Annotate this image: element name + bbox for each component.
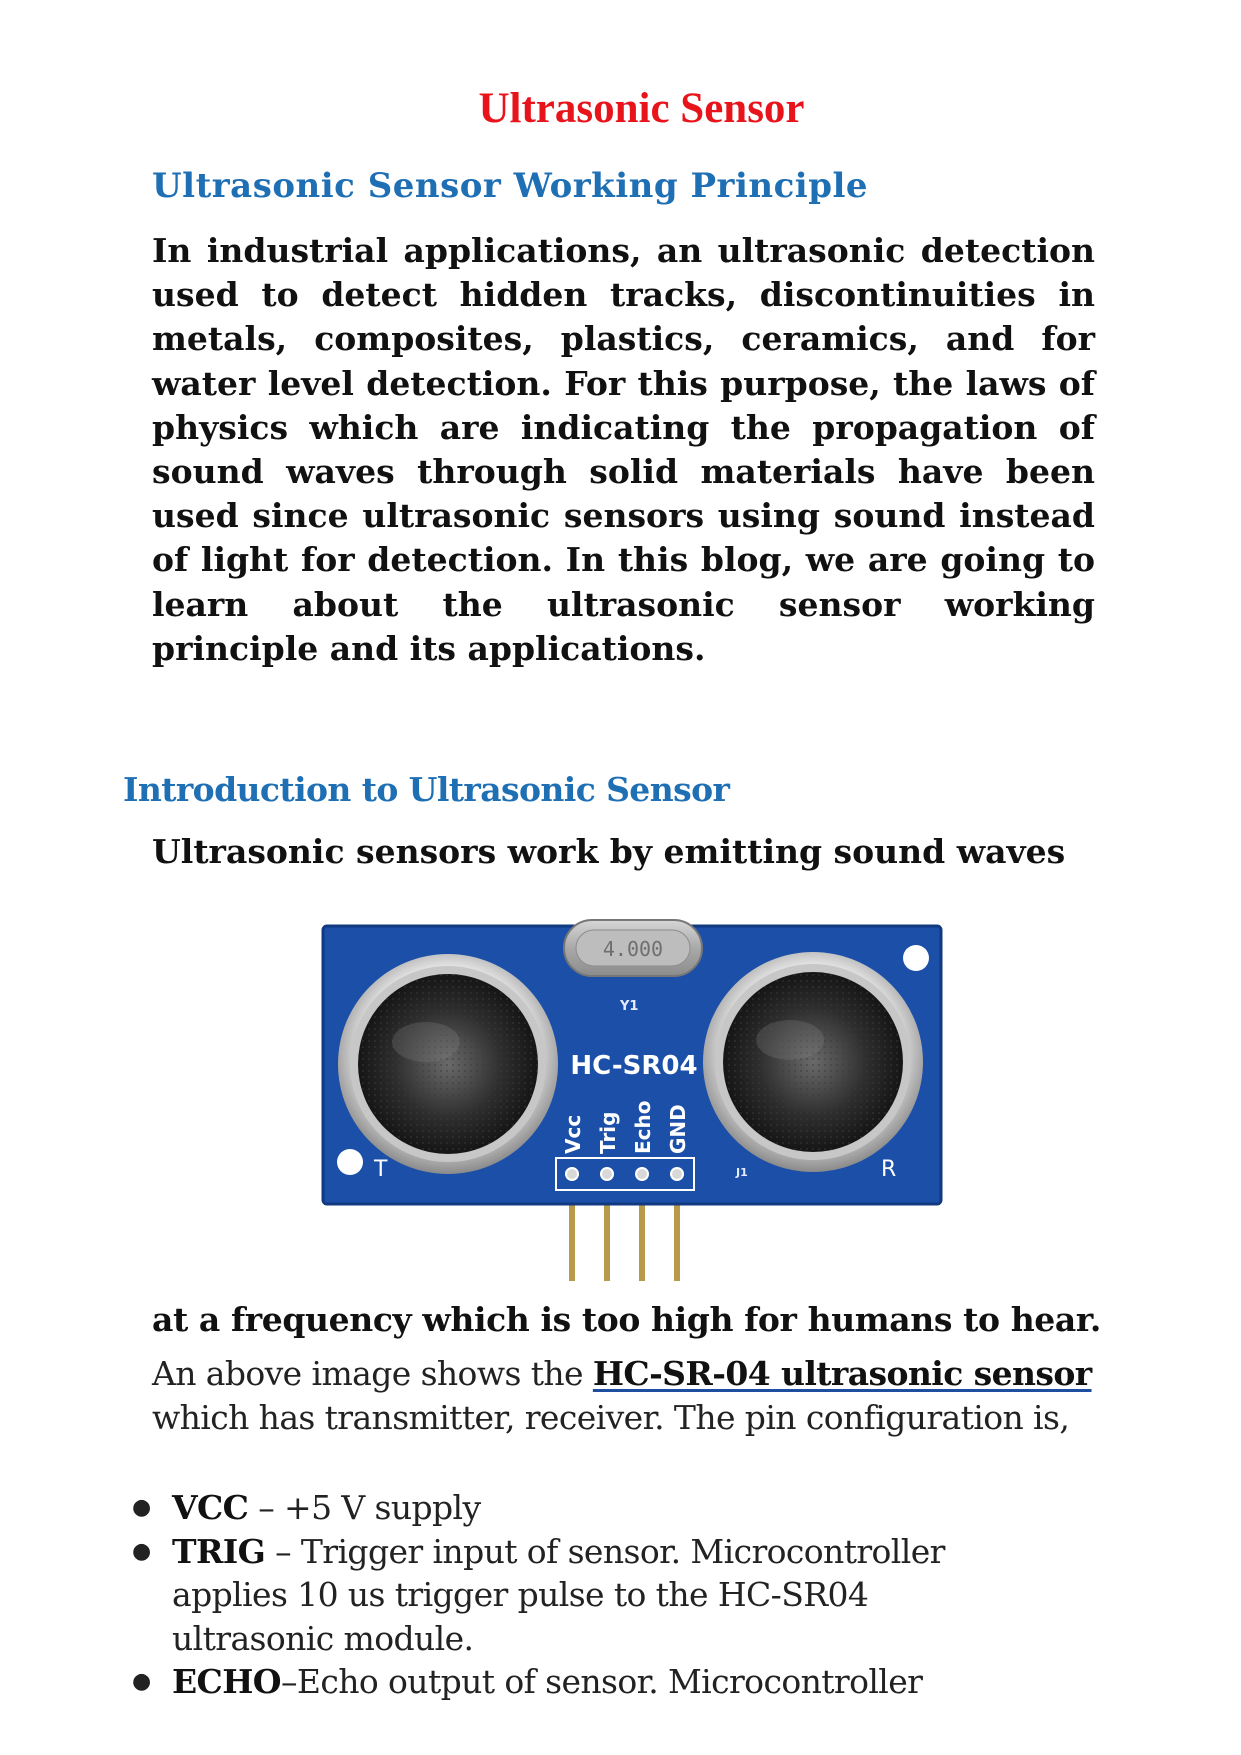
receiver-transducer [703,952,923,1172]
list-item [120,1486,1032,1530]
section-heading-introduction: Introduction to Ultrasonic Sensor [123,770,730,809]
list-item [120,1660,1032,1704]
intro-line-2: at a frequency which is too high for humans to hear. [152,1300,1101,1339]
separator: – [248,1488,285,1527]
j1-label: J1 [736,1166,748,1179]
description-prefix: An above image shows the [152,1354,593,1393]
intro-line-1: Ultrasonic sensors work by emitting sound waves [152,832,1066,871]
bullet-icon: ● [132,1669,151,1694]
pin-description: Trigger input of sensor. Microcontroller [300,1531,945,1571]
transmitter-transducer [338,954,558,1174]
hc-sr04-sensor-image [318,906,948,1288]
pin-term: ECHO [172,1662,281,1701]
separator: – [265,1531,301,1571]
mounting-hole [337,1149,363,1175]
hc-sr04-link[interactable]: HC-SR-04 ultrasonic sensor [592,1354,1092,1393]
bullet-icon: ● [132,1495,151,1520]
pin-label-echo: Echo [631,1100,655,1154]
mounting-hole [903,945,929,971]
description-line-1 [152,1352,1092,1396]
y1-label: Y1 [620,999,639,1014]
pin-term: TRIG [172,1531,266,1571]
r-label: R [881,1157,897,1182]
pin-configuration-list [120,1486,1032,1704]
crystal-label: 4.000 [602,937,664,961]
model-label: HC-SR04 [570,1051,698,1081]
pin-description: +5 V supply [284,1488,481,1527]
crystal-oscillator [564,920,702,976]
t-label: T [374,1157,388,1182]
pin-description: Echo output of sensor. Microcontroller [296,1662,923,1701]
pin-description: applies 10 us trigger pulse to the HC-SR04 [172,1575,869,1614]
separator: – [280,1662,297,1701]
section-heading-working-principle: Ultrasonic Sensor Working Principle [152,166,869,206]
pin-label-gnd: GND [666,1104,690,1154]
list-item [120,1530,1032,1661]
pin-term: VCC [172,1488,249,1527]
bullet-icon: ● [132,1538,151,1564]
pin-label-vcc: Vcc [561,1114,585,1154]
document-title: Ultrasonic Sensor [478,85,805,132]
pin-label-trig: Trig [596,1111,620,1154]
pin-description: ultrasonic module. [172,1618,474,1658]
description-line-2: which has transmitter, receiver. The pin configuration is, [152,1398,1070,1437]
working-principle-paragraph: In industrial applications, an ultrasonic detection used to detect hidden tracks, discontinuities in metals, composites, plastics, ceramics, and for water level detection. For this purpose, the laws of physics which are indicating the propagation of sound waves through solid materials have been used since ultrasonic sensors using sound instead of light for detection. In this blog, we are going to learn about the ultrasonic sensor working principle and its applications. [152,231,1095,668]
